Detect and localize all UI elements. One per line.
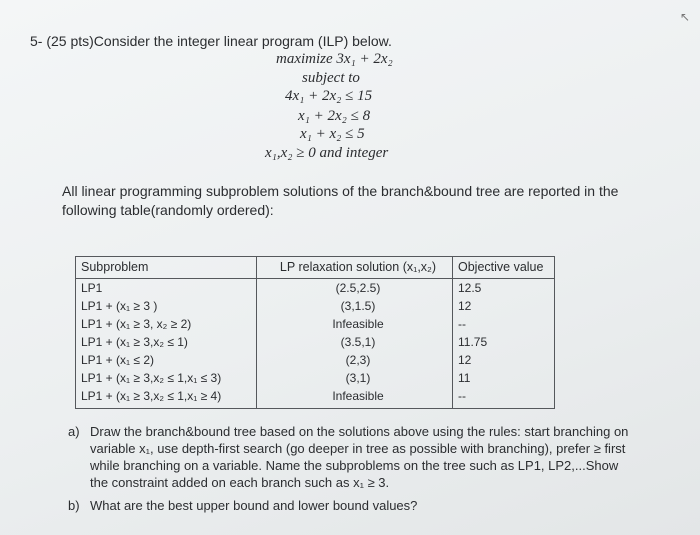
cell-solution: (3.5,1) <box>340 335 376 349</box>
cell-solution: Infeasible <box>332 389 384 403</box>
header-lp-solution: LP relaxation solution (x₁,x₂) <box>279 260 437 274</box>
header-objective: Objective value <box>458 260 544 274</box>
cell-objective: 12.5 <box>458 281 482 295</box>
question-header: 5- (25 pts)Consider the integer linear program (ILP) below. <box>30 33 392 49</box>
table-border-bottom <box>75 408 555 409</box>
cell-solution: (2,3) <box>345 353 371 367</box>
cell-subproblem: LP1 <box>81 281 103 295</box>
cell-subproblem: LP1 + (x₁ ≥ 3 ) <box>81 299 158 313</box>
cell-subproblem: LP1 + (x₁ ≤ 2) <box>81 353 154 367</box>
cell-solution: Infeasible <box>332 317 384 331</box>
constraint-3: x₁ + x₂ ≤ 5 <box>300 126 365 142</box>
cell-objective: 12 <box>458 299 472 313</box>
table-row <box>75 333 555 351</box>
table-row <box>75 369 555 387</box>
integrality-constraint: x₁,x₂ ≥ 0 and integer <box>265 145 389 161</box>
table-row <box>75 387 555 405</box>
cell-objective: 11 <box>458 371 471 385</box>
cell-objective: -- <box>458 317 466 331</box>
part-a-text: Draw the branch&bound tree based on the solutions above using the rules: start branching on variable x₁, use depth-first search (go deeper in tree as possible with branching), prefer ≥ first while branching on a variable. Name the subproblems on the tree such as LP1, LP2,...Show the constraint added on each branch such as x₁ ≥ 3. <box>90 424 629 490</box>
constraint-2: x₁ + 2x₂ ≤ 8 <box>298 108 371 124</box>
part-b-text: What are the best upper bound and lower bound values? <box>90 498 418 513</box>
part-a <box>68 423 630 491</box>
intro-paragraph: All linear programming subproblem solutions of the branch&bound tree are reported in the following table(randomly ordered): <box>62 183 619 218</box>
cell-subproblem: LP1 + (x₁ ≥ 3,x₂ ≤ 1,x₁ ≥ 4) <box>81 389 222 403</box>
cell-subproblem: LP1 + (x₁ ≥ 3,x₂ ≤ 1) <box>81 335 188 349</box>
part-b <box>68 498 418 513</box>
cell-subproblem: LP1 + (x₁ ≥ 3, x₂ ≥ 2) <box>81 317 192 331</box>
part-a-label: a) <box>68 424 80 439</box>
cell-objective: 11.75 <box>458 335 488 349</box>
cell-subproblem: LP1 + (x₁ ≥ 3,x₂ ≤ 1,x₁ ≤ 3) <box>81 371 222 385</box>
table-row <box>75 351 555 369</box>
part-b-label: b) <box>68 498 80 513</box>
subproblem-table <box>75 256 555 408</box>
cell-objective: -- <box>458 389 466 403</box>
cell-solution: (3,1.5) <box>340 299 376 313</box>
table-row <box>75 315 555 333</box>
table-row <box>75 279 555 297</box>
cell-objective: 12 <box>458 353 472 367</box>
cell-solution: (2.5,2.5) <box>335 281 381 295</box>
table-row <box>75 297 555 315</box>
cell-solution: (3,1) <box>345 371 371 385</box>
mouse-pointer-icon: ↖ <box>680 10 691 24</box>
header-subproblem: Subproblem <box>81 260 149 274</box>
objective-line: maximize 3x₁ + 2x₂ <box>276 51 393 67</box>
subject-to-line: subject to <box>302 70 360 86</box>
constraint-1: 4x₁ + 2x₂ ≤ 15 <box>285 88 373 104</box>
